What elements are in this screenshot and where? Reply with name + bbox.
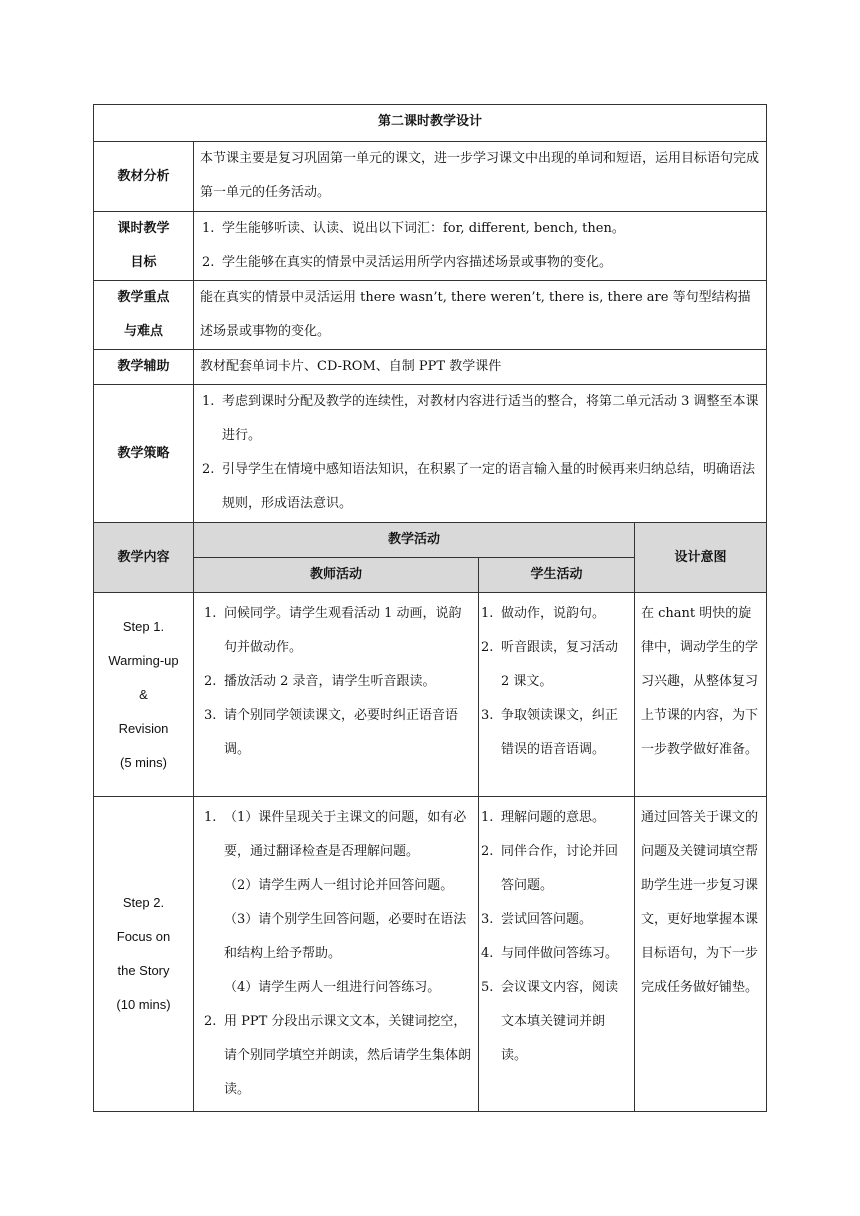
aids-label: 教学辅助 [94, 350, 194, 385]
list-item: 2. 引导学生在情境中感知语法知识，在积累了一定的语言输入量的时候再来归纳总结，明确语法规则，形成语法意识。 [202, 462, 756, 511]
list-item: 4. 与同伴做问答练习。 [481, 946, 619, 961]
step1-name: Step 1. Warming-up & Revision (5 mins) [94, 593, 194, 797]
step2-teacher [194, 797, 479, 1112]
list-item: 2. 用 PPT 分段出示课文文本，关键词挖空，请个别同学填空并朗读，然后请学生集体朗读。 [204, 1014, 472, 1097]
step1-student [479, 593, 635, 797]
table-title: 第二课时教学设计 [94, 105, 767, 142]
list-item: 1. 考虑到课时分配及教学的连续性，对教材内容进行适当的整合，将第二单元活动 3 调整至本课进行。 [202, 394, 759, 443]
strategy-content [194, 385, 767, 523]
list-item: 1. 问候同学。请学生观看活动 1 动画，说韵句并做动作。 [204, 606, 462, 655]
list-item: 2. 同伴合作，讨论并回答问题。 [481, 844, 619, 893]
keypoints-label-line1: 教学重点 [117, 290, 170, 305]
keypoints-text: 能在真实的情景中灵活运用 there wasn’t, there weren’t, there is, there are 等句型结构描述场景或事物的变化。 [194, 281, 767, 350]
list-item: 2. 播放活动 2 录音，请学生听音跟读。 [204, 674, 436, 689]
objectives-content [194, 212, 767, 281]
step2-name: Step 2. Focus on the Story (10 mins) [94, 797, 194, 1112]
strategy-label: 教学策略 [94, 385, 194, 523]
step2-intent: 通过回答关于课文的问题及关键词填空帮助学生进一步复习课文，更好地掌握本课目标语句，为下一步完成任务做好铺垫。 [635, 797, 767, 1112]
list-item: 1. 学生能够听读、认读、说出以下词汇：for, different, bench, then。 [202, 221, 625, 236]
keypoints-label [94, 281, 194, 350]
list-item: 5. 会议课文内容，阅读文本填关键词并朗读。 [481, 980, 619, 1063]
header-student: 学生活动 [479, 558, 635, 593]
list-item: 3. 尝试回答问题。 [481, 912, 593, 927]
aids-text: 教材配套单词卡片、CD-ROM、自制 PPT 教学课件 [194, 350, 767, 385]
keypoints-label-line2: 与难点 [123, 324, 163, 339]
list-item: 2. 学生能够在真实的情景中灵活运用所学内容描述场景或事物的变化。 [202, 255, 613, 270]
step1-teacher [194, 593, 479, 797]
header-teacher: 教师活动 [194, 558, 479, 593]
header-intent: 设计意图 [635, 523, 767, 593]
analysis-text: 本节课主要是复习巩固第一单元的课文，进一步学习课文中出现的单词和短语，运用目标语句完成第一单元的任务活动。 [194, 142, 767, 212]
list-item: 2. 听音跟读，复习活动 2 课文。 [481, 640, 619, 689]
objectives-label-line2: 目标 [130, 255, 157, 270]
header-content: 教学内容 [94, 523, 194, 593]
objectives-list [200, 212, 760, 280]
list-item: 3. 请个别同学领读课文，必要时纠正语音语调。 [204, 708, 459, 757]
objectives-label-line1: 课时教学 [117, 221, 170, 236]
list-item: 1. （1）课件呈现关于主课文的问题，如有必要，通过翻译检查是否理解问题。 （2）请学生两人一组讨论并回答问题。 （3）请个别学生回答问题，必要时在语法和结构上给予帮助。 （4）请学生两人一组进行问答练习。 [204, 810, 467, 995]
objectives-label [94, 212, 194, 281]
analysis-label: 教材分析 [94, 142, 194, 212]
strategy-list [200, 385, 760, 521]
list-item: 1. 做动作，说韵句。 [481, 606, 606, 621]
list-item: 1. 理解问题的意思。 [481, 810, 606, 825]
step2-student [479, 797, 635, 1112]
step1-intent: 在 chant 明快的旋律中，调动学生的学习兴趣，从整体复习上节课的内容，为下一步教学做好准备。 [635, 593, 767, 797]
list-item: 3. 争取领读课文，纠正错误的语音语调。 [481, 708, 619, 757]
header-activities: 教学活动 [194, 523, 635, 558]
lesson-plan-table [93, 104, 767, 1112]
